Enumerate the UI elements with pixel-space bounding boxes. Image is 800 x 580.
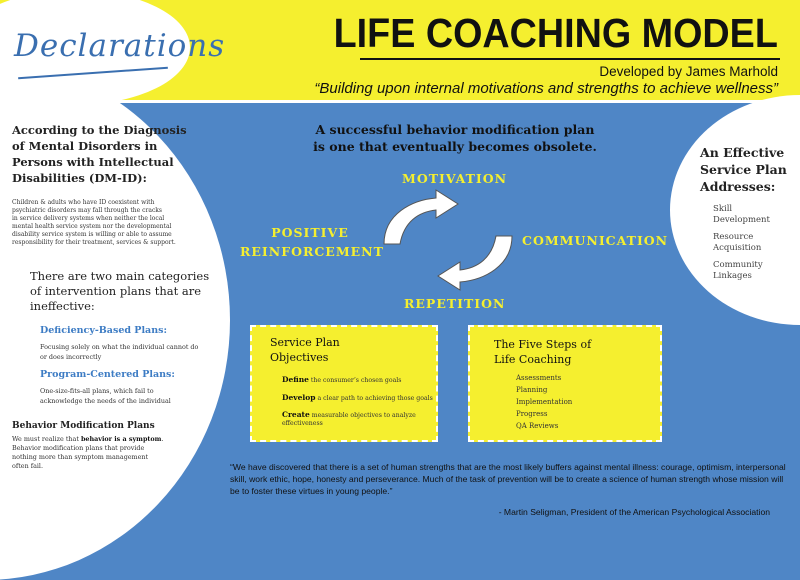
dmid-heading-line: of Mental Disorders in: [12, 139, 158, 153]
address-item: [713, 204, 796, 226]
five-steps-title-line: Life Coaching: [494, 353, 572, 366]
page-title: LIFE COACHING MODEL: [333, 10, 778, 56]
intervention-heading-line: of intervention plans that are: [30, 284, 202, 298]
objective-row: [282, 393, 436, 403]
dmid-heading-line: According to the Diagnosis: [12, 123, 187, 137]
dmid-heading-line: Persons with Intellectual: [12, 155, 174, 169]
cycle-label-communication: COMMUNICATION: [522, 233, 669, 248]
address-item-line: Development: [713, 215, 770, 225]
step-item: QA Reviews: [516, 422, 559, 430]
bmp-line-pre: We must realize that: [12, 435, 81, 443]
program-plans-title: Program-Centered Plans:: [40, 369, 175, 380]
cycle-label-motivation: MOTIVATION: [402, 171, 508, 186]
objective-verb: Develop: [282, 393, 316, 402]
center-statement: [290, 121, 620, 155]
objective-verb: Define: [282, 375, 309, 384]
tagline: “Building upon internal motivations and strengths to achieve wellness”: [314, 80, 778, 97]
program-plans-text: [40, 386, 212, 406]
step-item: Implementation: [516, 398, 573, 406]
objective-text: the consumer’s chosen goals: [308, 377, 402, 384]
step-item: Assessments: [516, 374, 562, 382]
address-item-line: Resource: [713, 232, 754, 242]
cycle-arrows: [378, 188, 518, 292]
behavior-plans-title: Behavior Modification Plans: [12, 421, 155, 431]
author-credit: Developed by James Marhold: [599, 64, 778, 79]
address-item-line: Skill: [713, 204, 733, 214]
dmid-paragraph-line: mental health service system nor the developmental: [12, 223, 172, 230]
dmid-paragraph-line: psychiatric disorders may fall through the cracks: [12, 207, 163, 214]
objective-text-cont: effectiveness: [282, 420, 323, 427]
deficiency-line: Focusing solely on what the individual cannot do: [40, 343, 199, 351]
right-column: [700, 144, 796, 288]
quote-attribution: - Martin Seligman, President of the American Psychological Association: [498, 507, 770, 517]
bmp-line: nothing more than symptom management: [12, 453, 149, 461]
objective-text: a clear path to achieving those goals: [315, 395, 433, 402]
address-item-line: Linkages: [713, 271, 752, 281]
intervention-heading-line: There are two main categories: [30, 269, 210, 283]
deficiency-plans-text: [40, 342, 212, 362]
objective-row: [282, 411, 436, 428]
bmp-line: often fail.: [12, 462, 44, 470]
dmid-paragraph-line: in service delivery systems when neither the local: [12, 215, 165, 222]
service-plan-heading-line: Addresses:: [700, 179, 776, 194]
title-underline: [360, 58, 780, 60]
behavior-plans-text: [12, 435, 212, 471]
address-item-line: Acquisition: [713, 243, 762, 253]
five-steps-title-line: The Five Steps of: [494, 338, 592, 351]
cycle-label-repetition: REPETITION: [404, 296, 506, 311]
bmp-line: Behavior modification plans that provide: [12, 444, 145, 452]
deficiency-line: or does incorrectly: [40, 353, 102, 361]
five-steps-box: [468, 325, 662, 442]
dmid-paragraph-line: responsibility for their treatment, services & support.: [12, 239, 176, 246]
service-plan-heading: [700, 144, 796, 195]
top-cycle-arrow: [384, 190, 458, 244]
objective-row: [282, 375, 436, 385]
step-item: Progress: [516, 410, 548, 418]
cycle-label-line: REINFORCEMENT: [240, 244, 384, 259]
objective-text: measurable objectives to analyze: [309, 412, 416, 419]
deficiency-plans-title: Deficiency-Based Plans:: [40, 325, 167, 336]
intervention-heading-line: ineffective:: [30, 299, 95, 313]
address-item-line: Community: [713, 260, 763, 270]
seligman-quote: “We have discovered that there is a set of human strengths that are the most likely buffers against mental illness: courage, optimism, interpersonal skill, work ethic, hope, honesty and perseverance. Much of the task of prevention will be to create a science of human strength whose mission will be to foster these virtues in young people.”: [230, 462, 786, 496]
dmid-heading-line: Disabilities (DM-ID):: [12, 171, 147, 185]
intervention-heading: [30, 269, 212, 314]
declarations-logo: Declarations: [14, 28, 226, 64]
service-plan-objectives-box: [250, 325, 438, 442]
address-item: [713, 260, 796, 282]
program-line: acknowledge the needs of the individual: [40, 397, 171, 405]
address-item: [713, 232, 796, 254]
step-item: Planning: [516, 386, 548, 394]
dmid-paragraph: [12, 199, 212, 247]
bmp-line-bold: behavior is a symptom: [80, 435, 162, 443]
objectives-title-line: Service Plan: [270, 336, 340, 349]
service-plan-heading-line: Service Plan: [700, 162, 787, 177]
objective-verb: Create: [282, 410, 310, 419]
statement-line: A successful behavior modification plan: [315, 122, 595, 137]
statement-line: is one that eventually becomes obsolete.: [313, 139, 597, 154]
dmid-paragraph-line: Children & adults who have ID coexistent with: [12, 199, 155, 206]
five-steps-title: [494, 337, 660, 367]
left-column: [12, 122, 212, 471]
dmid-paragraph-line: disability service system is willing or able to assume: [12, 231, 172, 238]
bmp-line-post: .: [161, 435, 164, 443]
objectives-title-line: Objectives: [270, 351, 329, 364]
service-plan-heading-line: An Effective: [700, 145, 785, 160]
program-line: One-size-fits-all plans, which fail to: [40, 387, 154, 395]
cycle-label-positive-reinforcement: [240, 223, 384, 261]
dmid-heading: [12, 122, 212, 186]
cycle-label-line: POSITIVE: [271, 225, 349, 240]
objectives-title: [270, 335, 436, 365]
bottom-cycle-arrow: [438, 236, 512, 290]
